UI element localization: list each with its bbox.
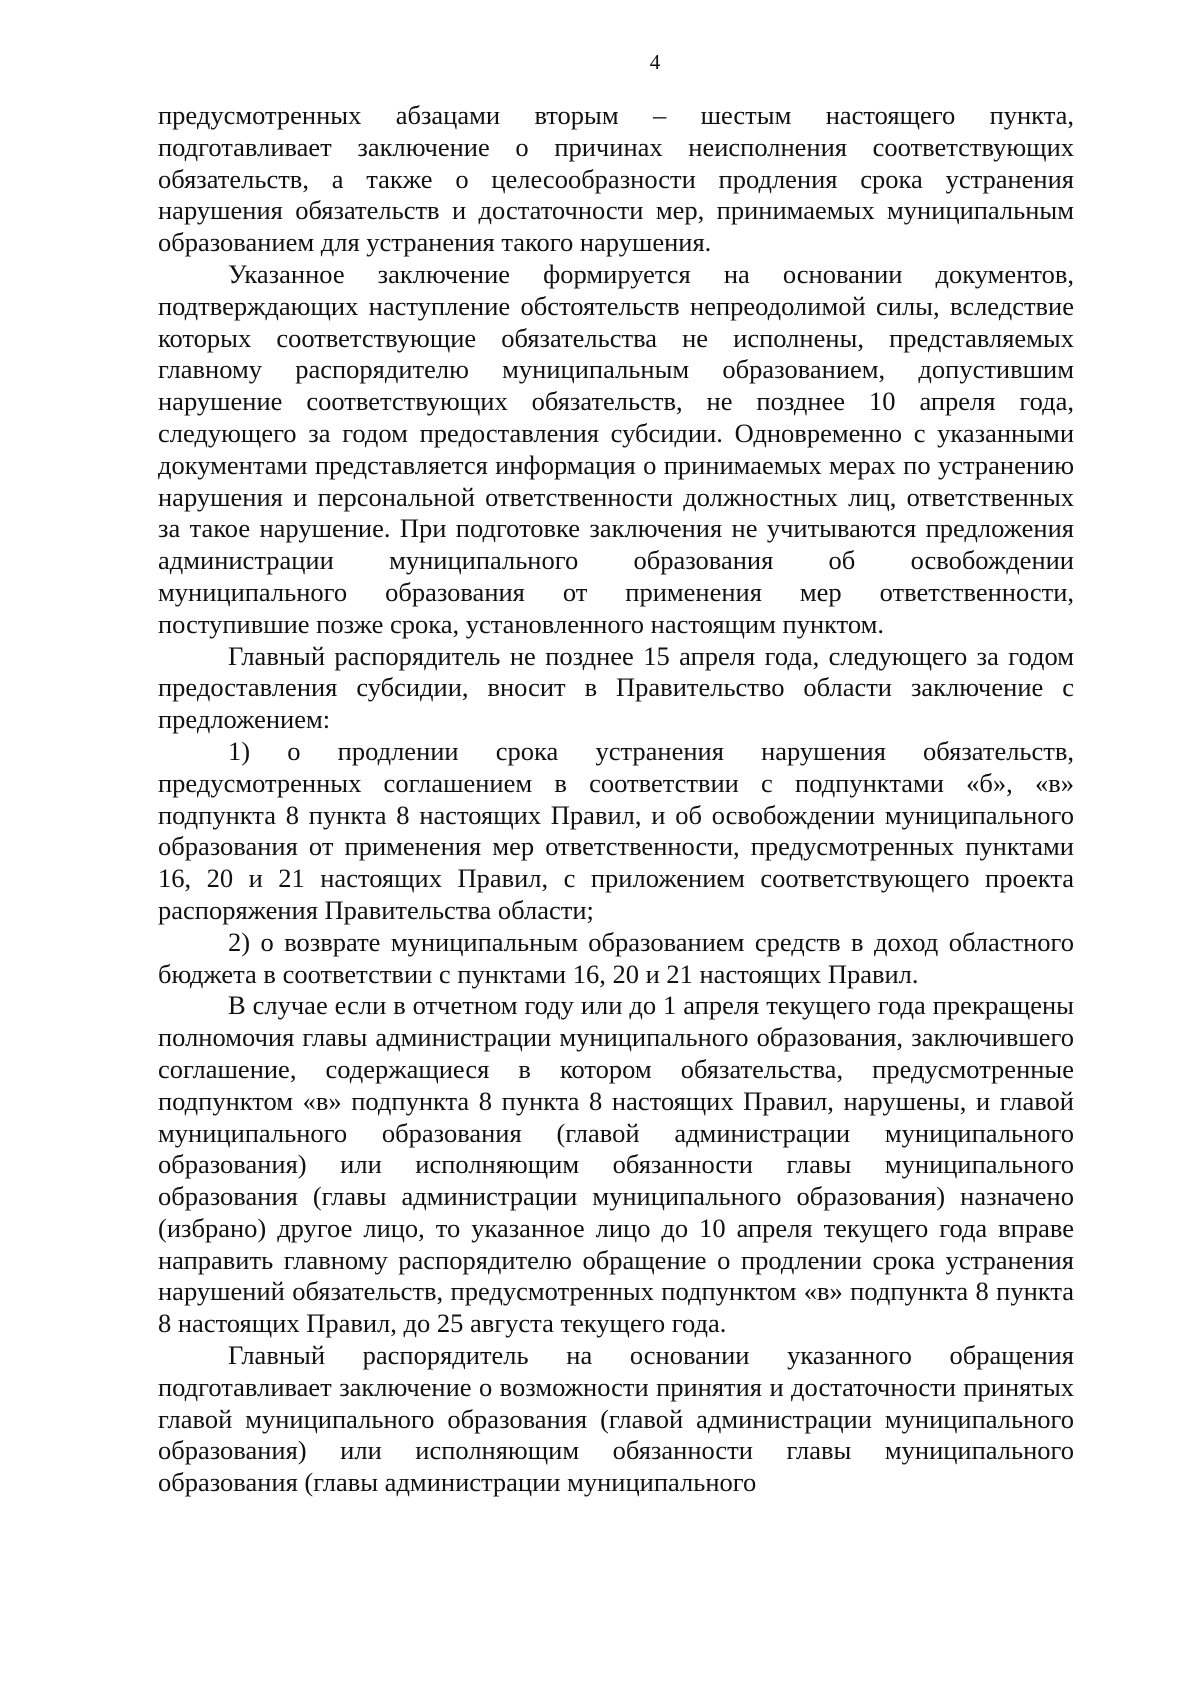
paragraph-5: 2) о возврате муниципальным образованием средств в доход областного бюджета в соответствии с пунктами 16, 20 и 21 настоящих Правил.: [158, 926, 1074, 989]
document-body: [158, 100, 1074, 1499]
paragraph-2: Указанное заключение формируется на основании документов, подтверждающих наступление обстоятельств непреодолимой силы, вследствие которых соответствующие обязательства не исполнены, представляемых главному распорядителю муниципальным образованием, допустившим нарушение соответствующих обязательств, не позднее 10 апреля года, следующего за годом предоставления субсидии. Одновременно с указанными документами представляется информация о принимаемых мерах по устранению нарушения и персональной ответственности должностных лиц, ответственных за такое нарушение. При подготовке заключения не учитываются предложения администрации муниципального образования об освобождении муниципального образования от применения мер ответственности, поступившие позже срока, установленного настоящим пунктом.: [158, 258, 1074, 639]
page-number: 4: [649, 50, 661, 74]
paragraph-1: предусмотренных абзацами вторым – шестым настоящего пункта, подготавливает заключение о причинах неисполнения соответствующих обязательств, а также о целесообразности продления срока устранения нарушения обязательств и достаточности мер, принимаемых муниципальным образованием для устранения такого нарушения.: [158, 100, 1074, 258]
paragraph-7: Главный распорядитель на основании указанного обращения подготавливает заключение о возможности принятия и достаточности принятых главой муниципального образования (главой администрации муниципального образования) или исполняющим обязанности главы муниципального образования (главы администрации муниципального: [158, 1340, 1074, 1498]
paragraph-3: Главный распорядитель не позднее 15 апреля года, следующего за годом предоставления субсидии, вносит в Правительство области заключение с предложением:: [158, 640, 1074, 735]
paragraph-4: 1) о продлении срока устранения нарушения обязательств, предусмотренных соглашением в соответствии с подпунктами «б», «в» подпункта 8 пункта 8 настоящих Правил, и об освобождении муниципального образования от применения мер ответственности, предусмотренных пунктами 16, 20 и 21 настоящих Правил, с приложением соответствующего проекта распоряжения Правительства области;: [158, 735, 1074, 925]
paragraph-6: В случае если в отчетном году или до 1 апреля текущего года прекращены полномочия главы администрации муниципального образования, заключившего соглашение, содержащиеся в котором обязательства, предусмотренные подпунктом «в» подпункта 8 пункта 8 настоящих Правил, нарушены, и главой муниципального образования (главой администрации муниципального образования) или исполняющим обязанности главы муниципального образования (главы администрации муниципального образования) назначено (избрано) другое лицо, то указанное лицо до 10 апреля текущего года вправе направить главному распорядителю обращение о продлении срока устранения нарушений обязательств, предусмотренных подпунктом «в» подпункта 8 пункта 8 настоящих Правил, до 25 августа текущего года.: [158, 990, 1074, 1339]
